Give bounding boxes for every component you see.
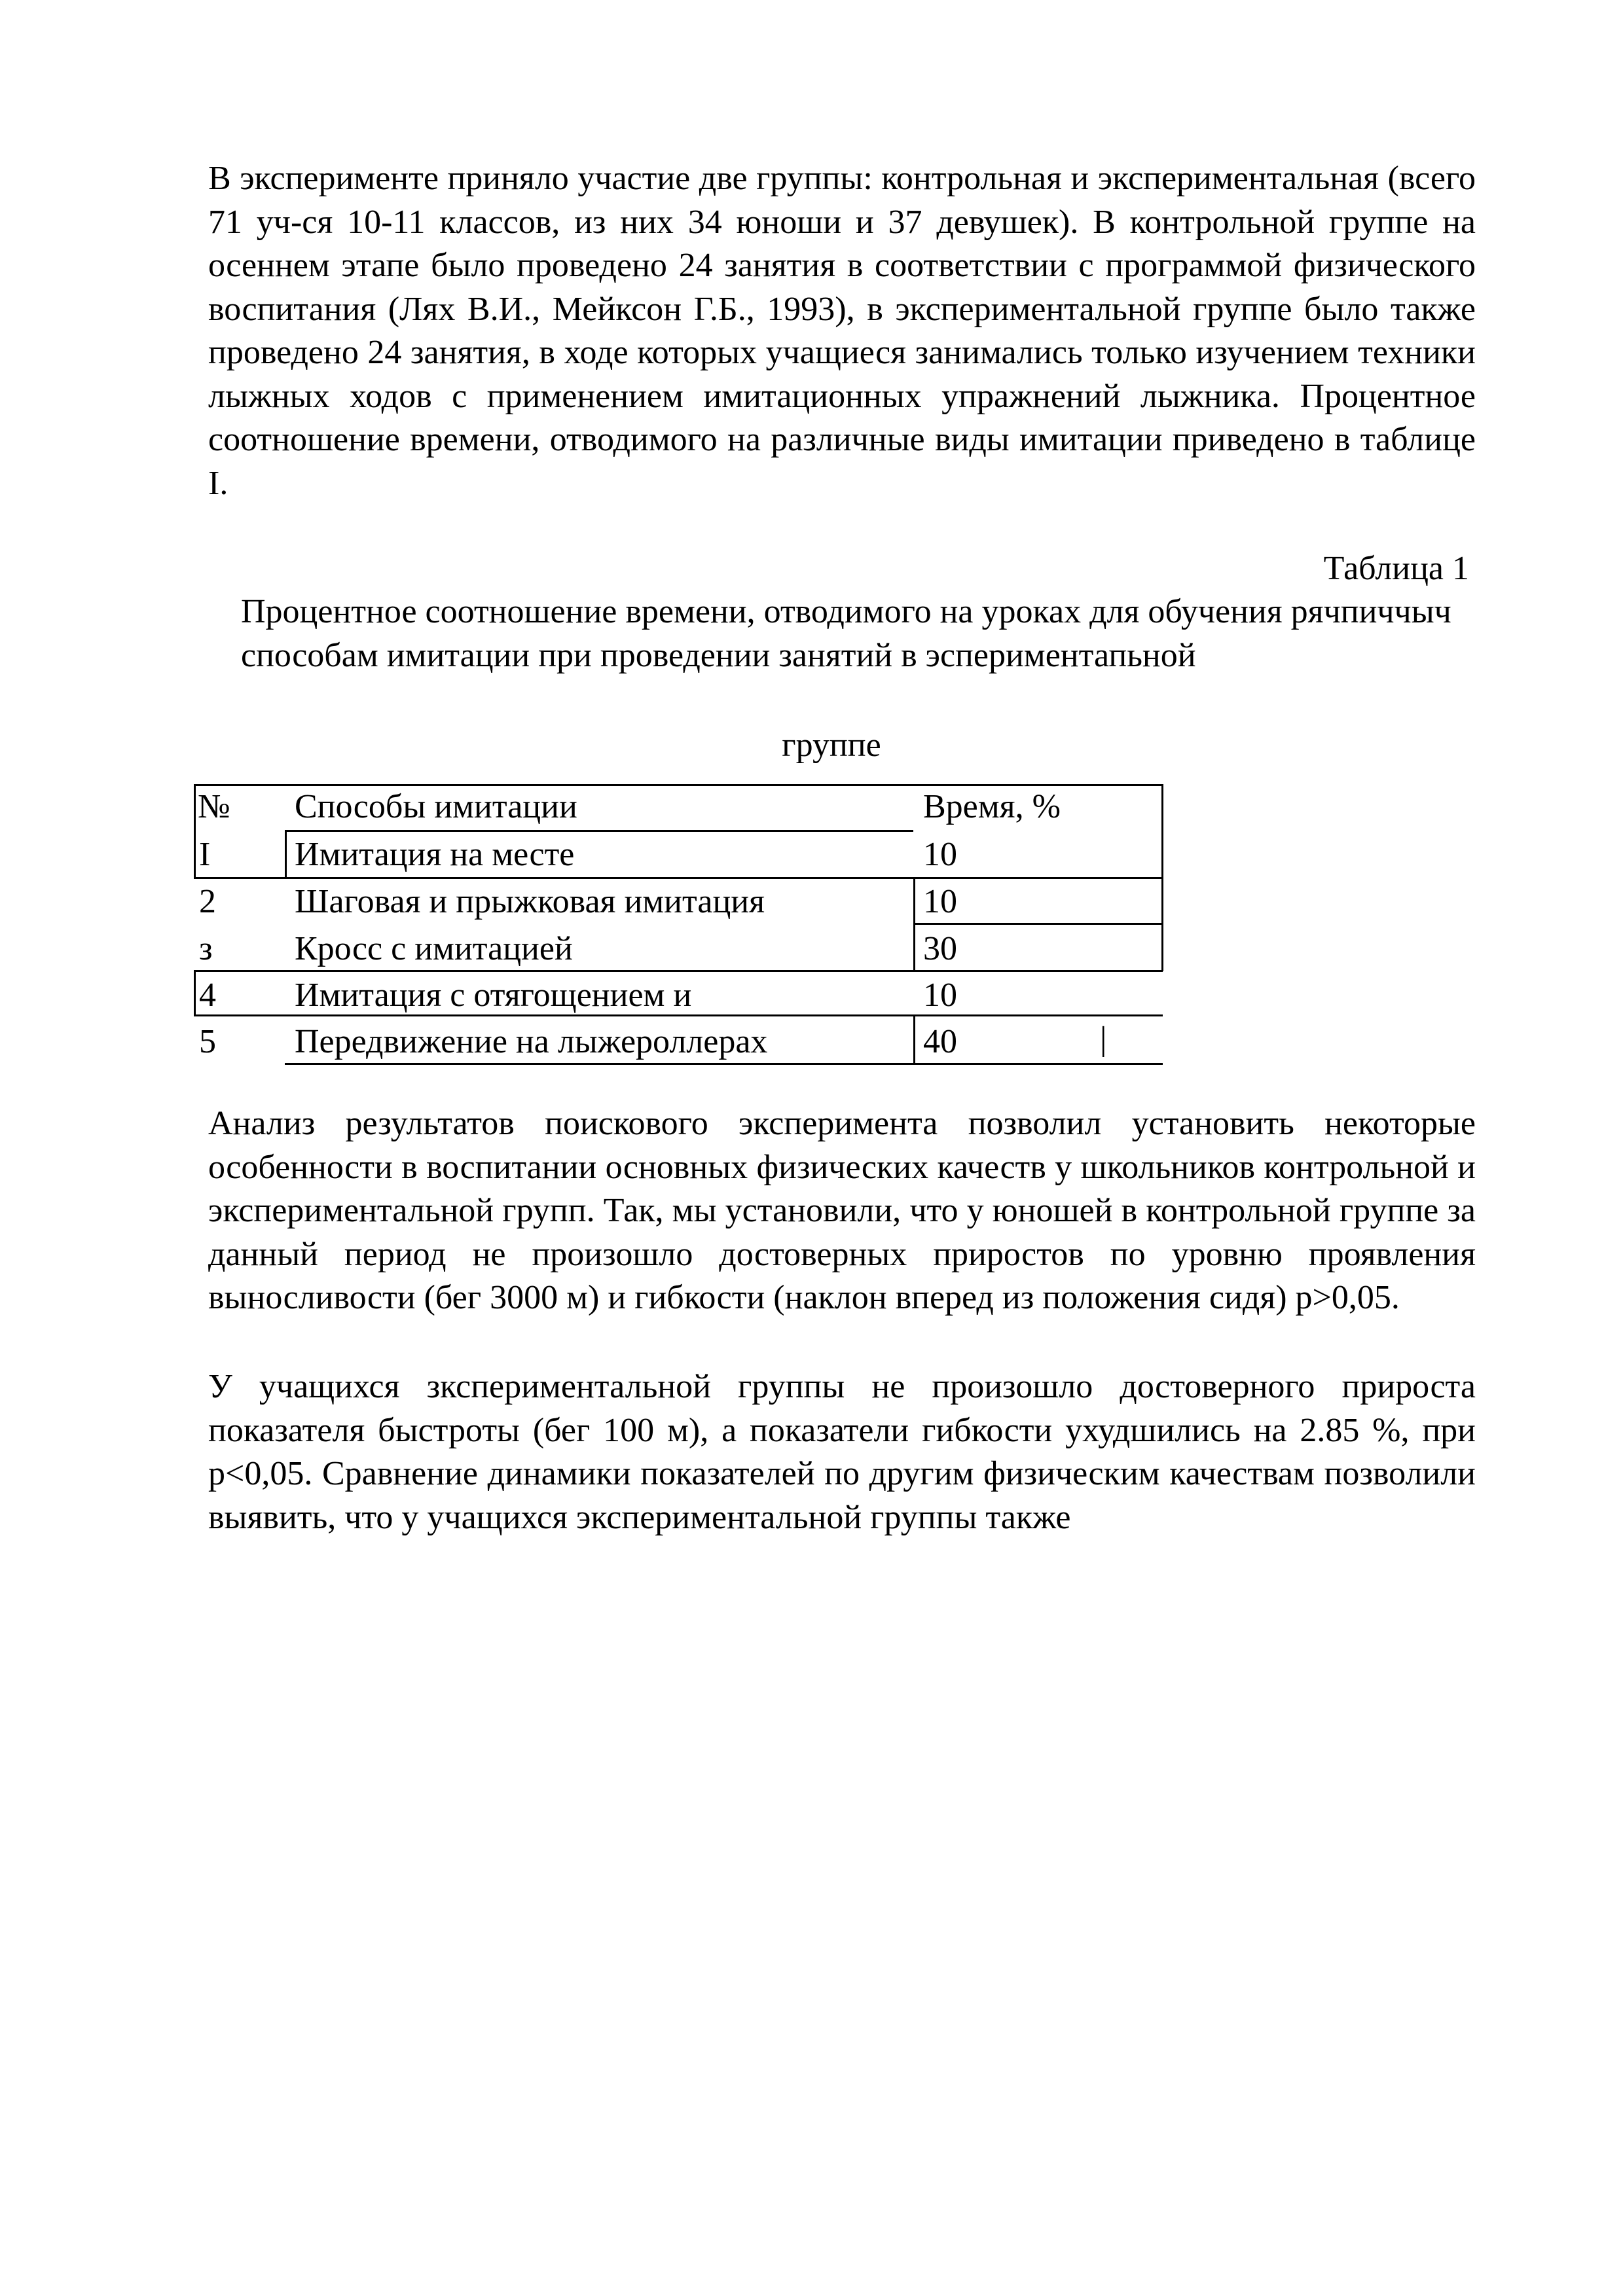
- paragraph-intro: В эксперименте приняло участие две группы: контрольная и экспериментальная (всего 71 уч-ся 10-11 классов, из них 34 юноши и 37 девушек). В контрольной группе на осеннем этапе было проведено 24 занятия в соответствии с программой физического воспитания (Лях В.И., Мейксон Г.Б., 1993), в экспериментальной группе было также проведено 24 занятия, в ходе которых учащиеся занимались только изучением техники лыжных ходов с применением имитационных упражнений лыжника. Процентное соотношение времени, отводимого на различные виды имитации приведено в таблице I.: [208, 160, 1476, 502]
- table-cell-time: 10: [923, 977, 957, 1014]
- table-rule: [913, 1016, 915, 1064]
- table-cell-time: 10: [923, 883, 957, 920]
- table-rule: [194, 970, 196, 1016]
- table-cell-method: Шаговая и прыжковая имитация: [295, 883, 765, 920]
- table-cell-number: I: [199, 836, 211, 873]
- table-header-method: Способы имитации: [295, 788, 577, 825]
- table-cell-method: Имитация на месте: [295, 836, 575, 873]
- table-cell-time: 30: [923, 930, 957, 967]
- table-cell-time: 40: [923, 1023, 957, 1060]
- table-stray-mark: |: [1100, 1020, 1107, 1058]
- table-header-number: №: [198, 788, 230, 825]
- table-caption-tail: группе: [782, 726, 881, 764]
- table-cell-method: Передвижение на лыжероллерах: [295, 1023, 768, 1060]
- table-cell-method: Имитация с отягощением и: [295, 977, 692, 1014]
- paragraph-experimental-group: У учащихся зкспериментальной группы не произошло достоверного прироста показателя быстроты (бег 100 м), а показатели гибкости ухудшились на 2.85 %, при p<0,05. Сравнение динамики показателей по другим физическим качествам позволили выявить, что у учащихся экспериментальной группы также: [208, 1368, 1476, 1536]
- table-rule: [194, 877, 1163, 879]
- table-header-time: Время, %: [923, 788, 1061, 825]
- table-cell-number: з: [199, 930, 213, 967]
- table-rule: [285, 830, 913, 832]
- table-rule: [1161, 784, 1163, 971]
- table-cell-number: 2: [199, 883, 216, 920]
- table-cell-number: 5: [199, 1023, 216, 1060]
- table-rule: [285, 830, 287, 878]
- paragraph-analysis: Анализ результатов поискового эксперимента позволил установить некоторые особенности в воспитании основных физических качеств у школьников контрольной и экспериментальной групп. Так, мы установили, что у юношей в контрольной группе за данный период не произошло достоверных приростов по уровню проявления выносливости (бег 3000 м) и гибкости (наклон вперед из положения сидя) p>0,05.: [208, 1105, 1476, 1316]
- table-rule: [194, 784, 196, 878]
- table-label: Таблица 1: [1323, 550, 1469, 587]
- table-rule: [913, 877, 915, 971]
- table-cell-time: 10: [923, 836, 957, 873]
- table-cell-method: Кросс с имитацией: [295, 930, 573, 967]
- table-cell-number: 4: [199, 977, 216, 1014]
- table-caption: Процентное соотношение времени, отводимого на уроках для обучения рячпиччыч способам имитации при проведении занятий в эспериментапьной: [241, 593, 1451, 674]
